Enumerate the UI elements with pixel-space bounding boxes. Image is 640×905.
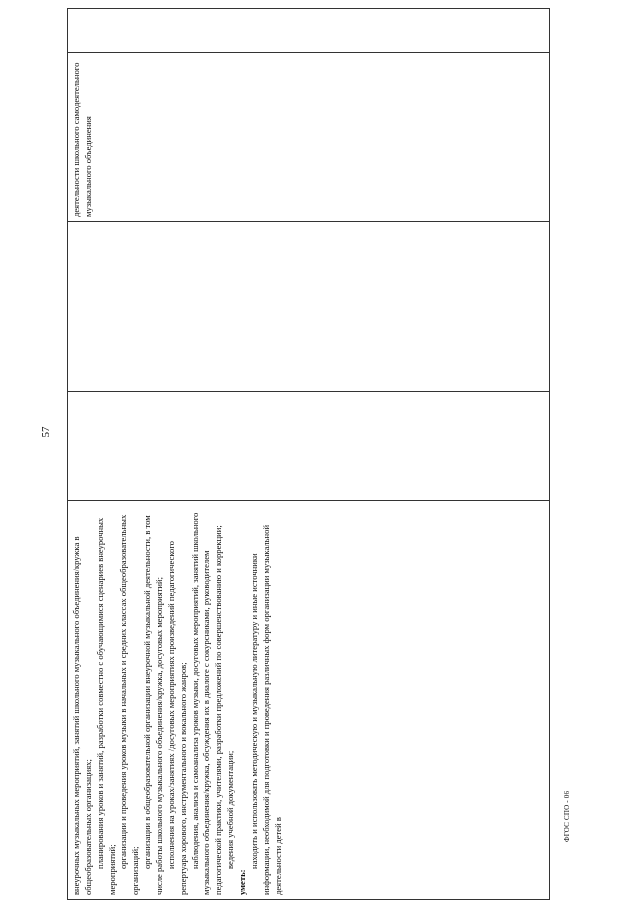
discipline-cell bbox=[68, 53, 550, 222]
discipline-text: деятельности школьного самодеятельного музыкального объединения bbox=[71, 62, 93, 217]
section-heading: уметь: bbox=[237, 869, 248, 895]
competency-cell bbox=[68, 501, 550, 900]
empty-cell-5 bbox=[68, 9, 550, 53]
document-code: ФГОС СПО - 06 bbox=[563, 790, 571, 842]
table-row bbox=[68, 9, 550, 900]
competency-table bbox=[67, 8, 550, 900]
empty-cell-2 bbox=[68, 392, 550, 501]
competency-text bbox=[71, 505, 284, 895]
rotated-table-container bbox=[67, 54, 550, 900]
competency-paragraph: планирования уроков и занятий, разработки совместно с обучающимися сценариев внеурочных мероприятий; bbox=[94, 517, 117, 895]
competency-paragraph: наблюдения, анализа и самоанализа уроков музыки, досуговых мероприятий, занятий школьного музыкального объединения/кружка, обсуждения их в диалоге с сокурсниками, руководителем педагогической практики, учителями, разработки предложений по совершенствованию и коррекции; bbox=[189, 512, 224, 895]
page-number: 57 bbox=[40, 426, 52, 438]
competency-paragraph: ведения учебной документации; bbox=[225, 750, 236, 869]
competency-paragraph: организации в общеобразовательной организации внеурочной музыкальной деятельности, в том числе работы школьного музыкального объединения/кружка, досуговых мероприятий; bbox=[142, 515, 165, 895]
competency-paragraph: исполнения на уроках/занятиях /досуговых мероприятиях произведений педагогического репертуара хорового, инструментального и вокального жанров; bbox=[165, 541, 188, 895]
empty-cell-3 bbox=[68, 222, 550, 392]
competency-paragraph: внеурочных музыкальных мероприятий, занятий школьного музыкального объединения/кружка в общеобразовательных организациях; bbox=[71, 536, 93, 895]
competency-paragraph: находить и использовать методическую и музыкальную литературу и иные источники информации, необходимой для подготовки и проведения различных форм организации музыкальной деятельности детей в bbox=[248, 524, 283, 895]
competency-paragraph: организации и проведения уроков музыки в начальных и средних классах общеобразовательных организаций; bbox=[118, 514, 141, 895]
